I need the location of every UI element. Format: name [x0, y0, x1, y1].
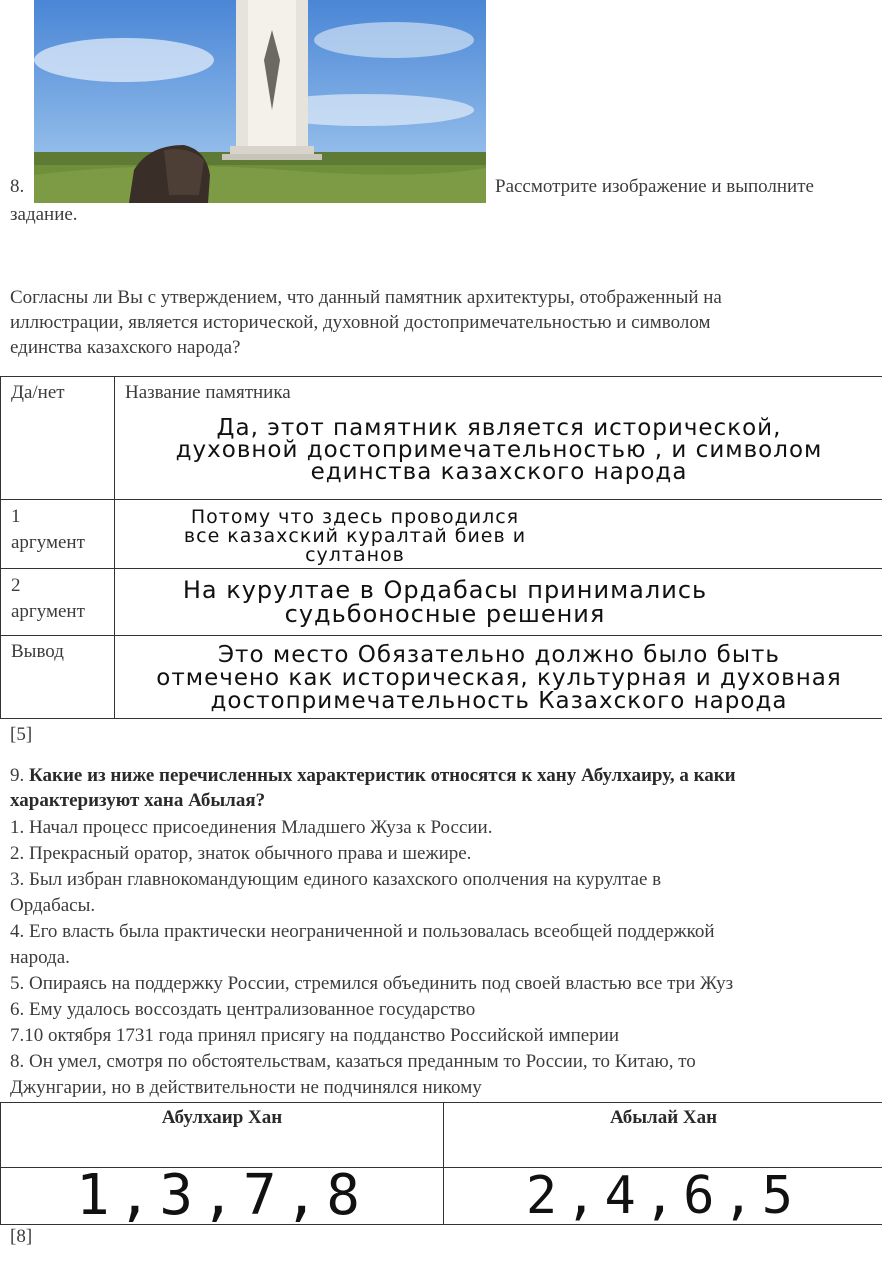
q9-title-line: характеризуют хана Абылая?	[10, 790, 266, 811]
col-header: Название памятника	[125, 382, 291, 403]
q9-item: 3. Был избран главнокомандующим единого казахского ополчения на курултае в	[10, 869, 662, 890]
answer-line: духовной достопримечательностью , и символом	[175, 437, 823, 463]
q8-header-monument	[115, 377, 882, 500]
q8-conclusion-text	[115, 644, 882, 713]
q9-abulkhair-answer: 1,3,7,8	[75, 1163, 368, 1228]
q9-abulkhair-answer-cell	[1, 1163, 444, 1228]
q9-score: [8]	[10, 1226, 33, 1247]
q8-arg2-text	[115, 578, 775, 626]
q8-question-line: Согласны ли Вы с утверждением, что данный памятник архитектуры, отображенный на	[10, 287, 722, 308]
q8-prompt-inline: Рассмотрите изображение и выполните	[495, 176, 814, 197]
col-header: Да/нет	[11, 382, 65, 403]
q8-answer-table	[0, 376, 882, 719]
q8-answer-text	[115, 417, 882, 483]
q8-question-line: иллюстрации, является исторической, духовной достопримечательностью и символом	[10, 312, 711, 333]
q9-item: Ордабасы.	[10, 895, 96, 916]
q9-item: 4. Его власть была практически неограниченной и пользовалась всеобщей поддержкой	[10, 921, 715, 942]
q8-prompt-continue: задание.	[10, 204, 78, 225]
q8-arg1-text	[95, 508, 615, 565]
q9-item: 1. Начал процесс присоединения Младшего Жуза к России.	[10, 817, 493, 838]
q9-header-ablai	[444, 1103, 882, 1168]
arg-line: На курултае в Ордабасы принимались	[182, 576, 708, 604]
row-label: аргумент	[11, 601, 85, 622]
q9-item: 2. Прекрасный оратор, знаток обычного права и шежире.	[10, 843, 472, 864]
q9-item: 6. Ему удалось воссоздать централизованное государство	[10, 999, 476, 1020]
arg-line: все казахский куралтай биев и	[183, 525, 527, 547]
q9-item: Джунгарии, но в действительности не подчинялся никому	[10, 1077, 482, 1098]
arg-line: Потому что здесь проводился	[190, 506, 520, 528]
q9-item: 7.10 октября 1731 года принял присягу на подданство Российской империи	[10, 1025, 620, 1046]
answer-line: единства казахского народа	[310, 459, 688, 485]
col-header: Абылай Хан	[609, 1107, 718, 1128]
row-number: 2	[11, 575, 21, 596]
q9-item: 5. Опираясь на поддержку России, стремился объединить под своей властью все три Жуз	[10, 973, 734, 994]
row-label: Вывод	[11, 641, 64, 662]
q9-khan-table	[0, 1102, 882, 1228]
q9-number: 9.	[10, 765, 25, 786]
conclusion-line: Это место Обязательно должно было быть	[218, 642, 780, 668]
row-number: 1	[11, 506, 21, 527]
conclusion-line: достопримечательность Казахского народа	[210, 688, 788, 714]
q8-question	[10, 285, 882, 360]
arg-line: судьбоносные решения	[284, 600, 606, 628]
q9-ablai-answer-cell	[444, 1168, 882, 1225]
q9-item: 8. Он умел, смотря по обстоятельствам, казаться преданным то России, то Китаю, то	[10, 1051, 696, 1072]
q8-conclusion-cell	[115, 636, 882, 719]
monument-photo	[34, 0, 486, 203]
row-label: аргумент	[11, 532, 85, 553]
q8-arg2-label-cell	[1, 569, 115, 636]
q8-question-line: единства казахского народа?	[10, 337, 241, 358]
answer-line: Да, этот памятник является исторической,	[216, 415, 782, 441]
q9-ablai-answer: 2,4,6,5	[525, 1166, 802, 1226]
q9-title	[10, 763, 882, 813]
q9-title-line: Какие из ниже перечисленных характеристик относятся к хану Абулхаиру, а каки	[29, 765, 736, 786]
q8-conclusion-label-cell	[1, 636, 115, 719]
q8-header-yesno	[1, 377, 115, 500]
conclusion-line: отмечено как историческая, культурная и духовная	[156, 665, 842, 691]
q8-arg2-cell	[115, 569, 882, 636]
col-header: Абулхаир Хан	[161, 1107, 283, 1128]
q8-number: 8.	[10, 176, 25, 197]
q9-item: народа.	[10, 947, 70, 968]
arg-line: султанов	[305, 544, 405, 566]
q8-score: [5]	[10, 724, 33, 745]
q9-items	[10, 815, 882, 1101]
q8-arg1-cell	[115, 500, 882, 569]
q9-header-abulkhair	[1, 1103, 444, 1168]
